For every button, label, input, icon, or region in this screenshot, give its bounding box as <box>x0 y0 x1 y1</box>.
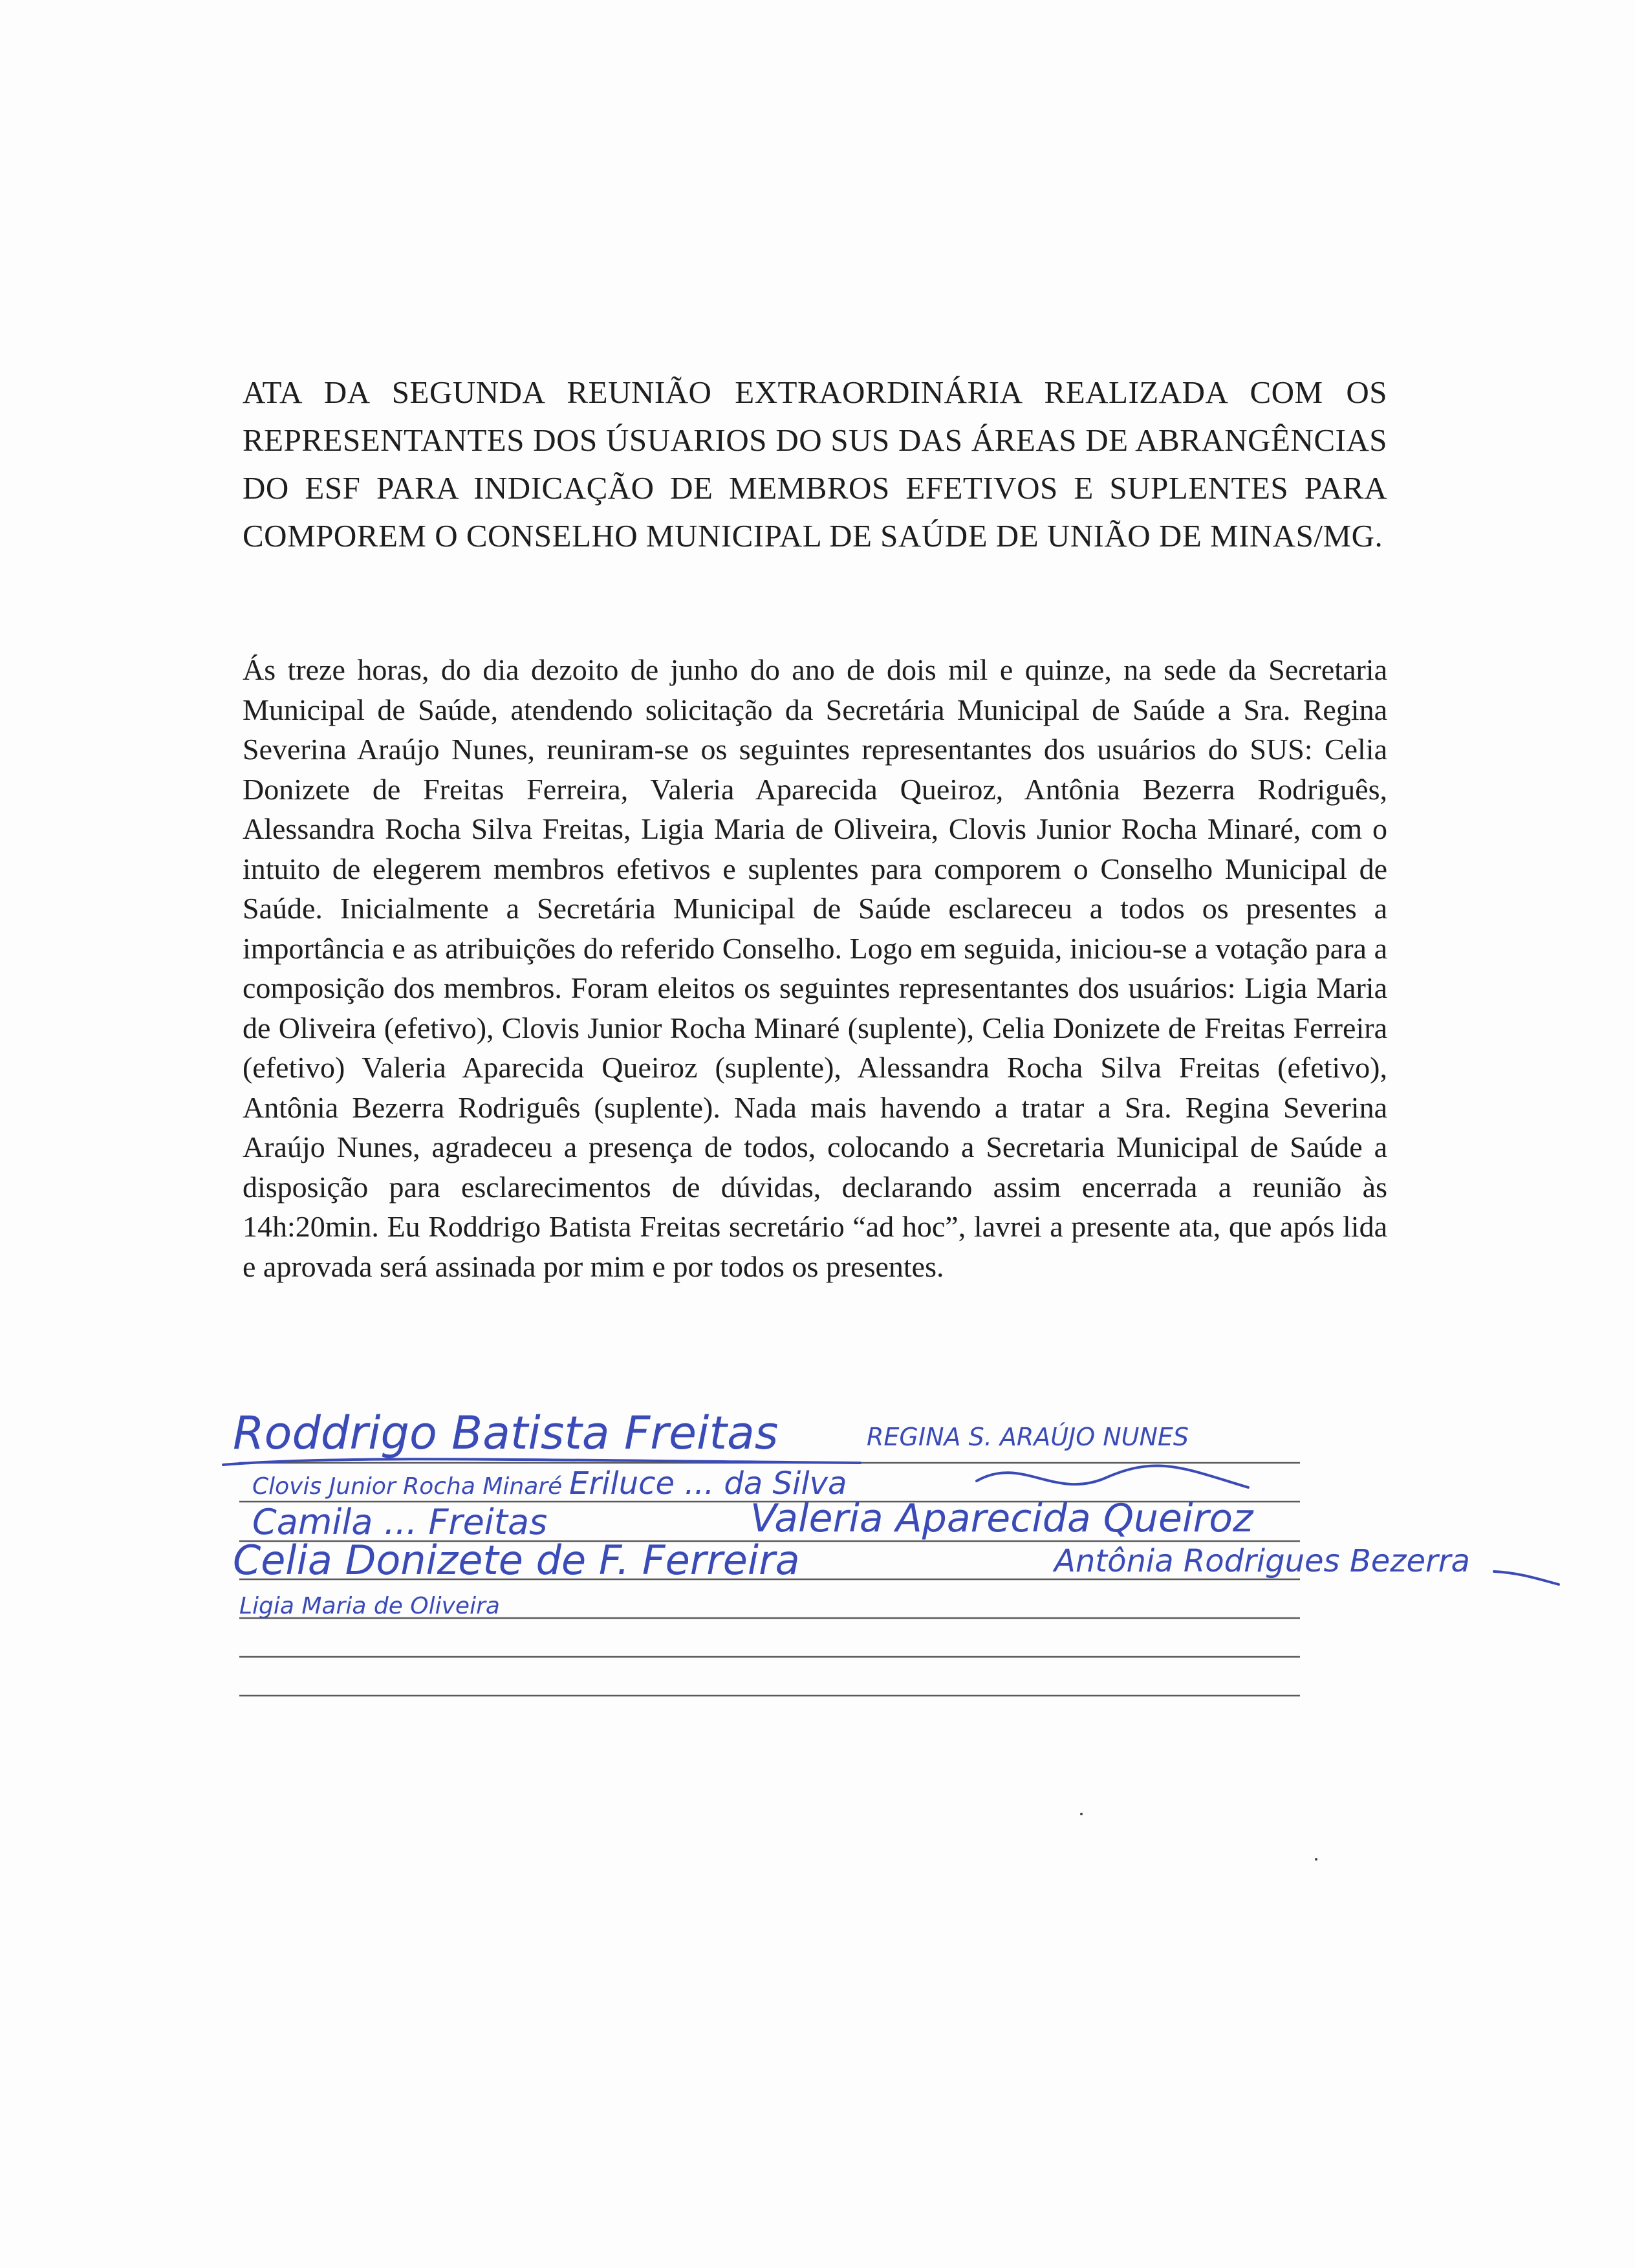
signature-text: Roddrigo Batista Freitas <box>233 1407 779 1460</box>
signature-area <box>213 1390 1572 1727</box>
signature-valeria: Valeria Aparecida Queiroz <box>750 1496 1253 1541</box>
signature-celia: Celia Donizete de F. Ferreira <box>233 1537 800 1584</box>
signature-ligia: Ligia Maria de Oliveira <box>239 1593 500 1619</box>
document-title: ATA DA SEGUNDA REUNIÃO EXTRAORDINÁRIA REALIZADA COM OS REPRESENTANTES DOS ÚSUARIOS DO SUS DAS ÁREAS DE ABRANGÊNCIAS DO ESF PARA INDICAÇÃO DE MEMBROS EFETIVOS E SUPLENTES PARA COMPOREM O CONSELHO MUNICIPAL DE SAÚDE DE UNIÃO DE MINAS/MG. <box>243 374 1387 554</box>
signature-antonia: Antônia Rodrigues Bezerra <box>1054 1543 1470 1579</box>
handwritten-signatures <box>213 1390 1572 1727</box>
signature-regina: REGINA S. ARAÚJO NUNES <box>867 1423 1189 1451</box>
signature-camila: Camila ... Freitas <box>252 1502 548 1542</box>
document-body: Ás treze horas, do dia dezoito de junho do ano de dois mil e quinze, na sede da Secretaria Municipal de Saúde, atendendo solicitação da Secretária Municipal de Saúde a Sra. Regina Severina Araújo Nunes, reuniram-se os seguintes representantes dos usuários do SUS: Celia Donizete de Freitas Ferreira, Valeria Aparecida Queiroz, Antônia Bezerra Rodriguês, Alessandra Rocha Silva Freitas, Ligia Maria de Oliveira, Clovis Junior Rocha Minaré, com o intuito de elegerem membros efetivos e suplentes para comporem o Conselho Municipal de Saúde. Inicialmente a Secretária Municipal de Saúde esclareceu a todos os presentes a importância e as atribuições do referido Conselho. Logo em seguida, iniciou-se a votação para a composição dos membros. Foram eleitos os seguintes representantes dos usuários: Ligia Maria de Oliveira (efetivo), Clovis Junior Rocha Minaré (suplente), Celia Donizete de Freitas Ferreira (efetivo) Valeria Aparecida Queiroz (suplente), Alessandra Rocha Silva Freitas (efetivo), Antônia Bezerra Rodriguês (suplente). Nada mais havendo a tratar a Sra. Regina Severina Araújo Nunes, agradeceu a presença de todos, colocando a Secretaria Municipal de Saúde a disposição para esclarecimentos de dúvidas, declarando assim encerrada a reunião às 14h:20min. Eu Roddrigo Batista Freitas secretário “ad hoc”, lavrei a presente ata, que após lida e aprovada será assinada por mim e por todos os presentes. <box>243 653 1387 1283</box>
stray-mark <box>1315 1858 1317 1861</box>
stray-mark <box>1080 1813 1083 1815</box>
signature-eriluce: Eriluce ... da Silva <box>569 1465 847 1502</box>
signature-roddrigo <box>223 1407 860 1465</box>
signature-clovis: Clovis Junior Rocha Minaré <box>252 1473 563 1500</box>
